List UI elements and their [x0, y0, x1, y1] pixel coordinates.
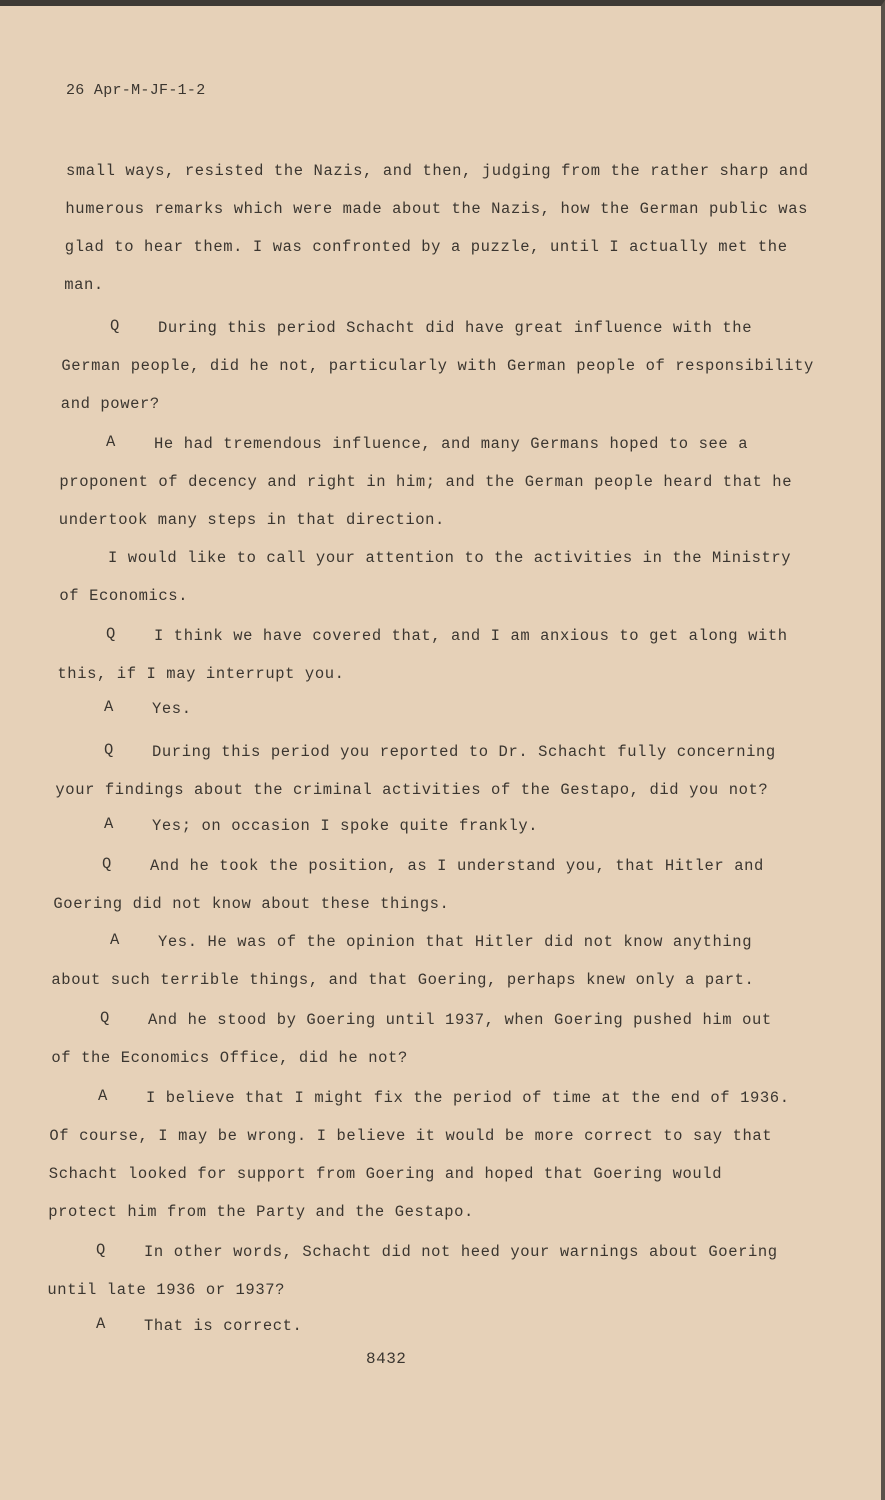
transcript-line: During this period you reported to Dr. Schacht fully concerning: [152, 743, 776, 761]
question-label: Q: [104, 741, 114, 759]
transcript-line: your findings about the criminal activities of the Gestapo, did you not?: [55, 781, 769, 799]
transcript-line: German people, did he not, particularly with German people of responsibility: [61, 357, 814, 375]
transcript-line: small ways, resisted the Nazis, and then, judging from the rather sharp and: [66, 162, 809, 180]
page-number: 8432: [366, 1350, 407, 1368]
document-header: 26 Apr-M-JF-1-2: [66, 82, 206, 99]
transcript-line: Yes.: [152, 700, 192, 718]
transcript-line: And he stood by Goering until 1937, when Goering pushed him out: [148, 1011, 772, 1029]
transcript-line: Schacht looked for support from Goering and hoped that Goering would: [48, 1165, 723, 1183]
question-label: Q: [110, 317, 120, 335]
transcript-line: this, if I may interrupt you.: [57, 665, 345, 683]
transcript-line: glad to hear them. I was confronted by a puzzle, until I actually met the: [64, 238, 788, 256]
transcript-line: man.: [64, 276, 104, 294]
transcript-line: And he took the position, as I understand you, that Hitler and: [150, 857, 764, 875]
transcript-line: proponent of decency and right in him; and the German people heard that he: [59, 473, 793, 491]
transcript-line: During this period Schacht did have great influence with the: [158, 319, 753, 337]
answer-label: A: [98, 1087, 108, 1105]
transcript-line: In other words, Schacht did not heed your warnings about Goering: [144, 1243, 778, 1261]
transcript-line: He had tremendous influence, and many Germans hoped to see a: [154, 435, 749, 453]
answer-label: A: [104, 815, 114, 833]
transcript-line: That is correct.: [144, 1317, 303, 1335]
transcript-line: Yes. He was of the opinion that Hitler did not know anything: [158, 933, 753, 951]
question-label: Q: [102, 855, 112, 873]
question-label: Q: [96, 1241, 106, 1259]
answer-label: A: [104, 698, 114, 716]
transcript-line: Goering did not know about these things.: [53, 895, 450, 913]
transcript-line: undertook many steps in that direction.: [58, 511, 445, 529]
question-label: Q: [106, 625, 116, 643]
transcript-line: about such terrible things, and that Goering, perhaps knew only a part.: [51, 971, 755, 989]
transcript-line: I believe that I might fix the period of time at the end of 1936.: [146, 1089, 790, 1107]
transcript-line: I think we have covered that, and I am anxious to get along with: [154, 627, 788, 645]
transcript-line: humerous remarks which were made about the Nazis, how the German public was: [65, 200, 809, 218]
transcript-line: of the Economics Office, did he not?: [51, 1049, 408, 1067]
answer-label: A: [106, 433, 116, 451]
answer-label: A: [96, 1315, 106, 1333]
transcript-line: until late 1936 or 1937?: [47, 1281, 286, 1299]
transcript-line: Yes; on occasion I spoke quite frankly.: [152, 817, 539, 835]
transcript-line: I would like to call your attention to the activities in the Ministry: [108, 549, 792, 567]
transcript-line: Of course, I may be wrong. I believe it would be more correct to say that: [49, 1127, 773, 1145]
answer-label: A: [110, 931, 120, 949]
transcript-line: protect him from the Party and the Gestapo.: [48, 1203, 474, 1221]
question-label: Q: [100, 1009, 110, 1027]
transcript-line: and power?: [60, 395, 160, 413]
transcript-line: of Economics.: [59, 587, 189, 605]
